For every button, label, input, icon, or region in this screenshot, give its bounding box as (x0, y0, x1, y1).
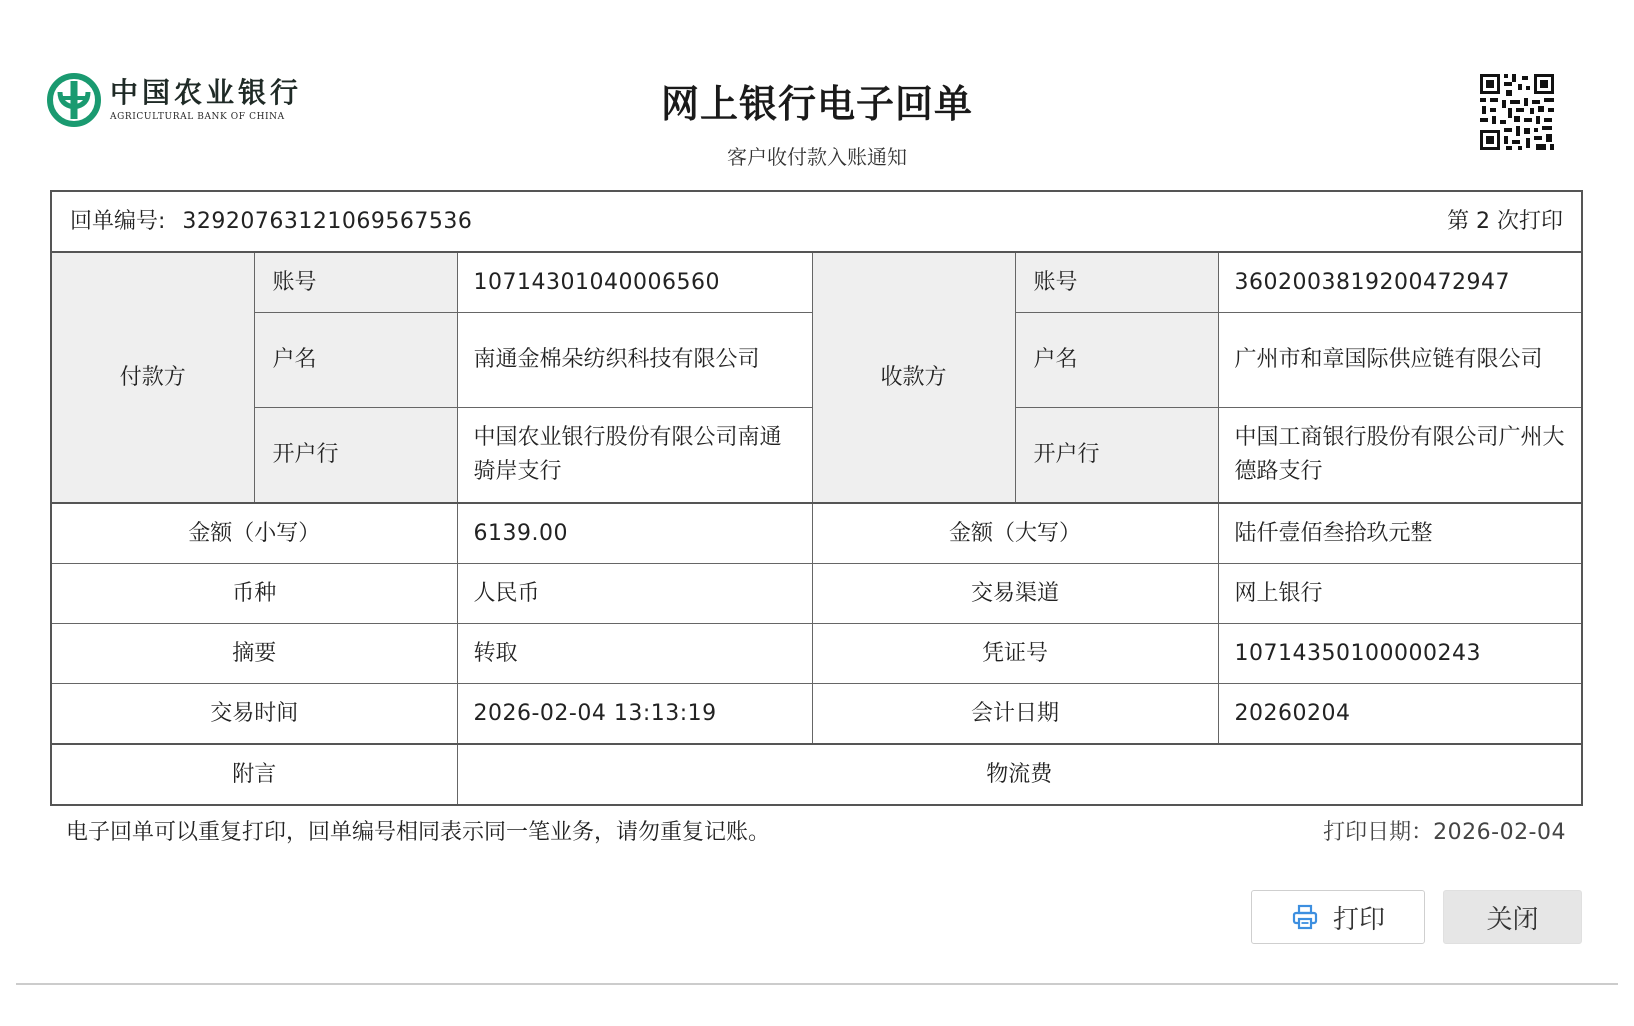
remark-label: 附言 (51, 744, 457, 805)
bottom-divider (16, 983, 1618, 985)
bank-name-cn: 中国农业银行 (110, 76, 303, 109)
close-button[interactable] (1443, 890, 1582, 944)
channel-label: 交易渠道 (812, 564, 1218, 624)
currency-value: 人民币 (457, 564, 812, 624)
amount-upper-value: 陆仟壹佰叁拾玖元整 (1218, 503, 1582, 564)
payer-bank-label: 开户行 (254, 408, 457, 504)
print-button[interactable] (1251, 890, 1425, 944)
voucher-label: 凭证号 (812, 624, 1218, 684)
accounting-date-value: 20260204 (1218, 684, 1582, 745)
voucher-value: 10714350100000243 (1218, 624, 1582, 684)
page-title: 网上银行电子回单 (660, 82, 973, 126)
table-row (51, 252, 1582, 313)
print-date (1323, 818, 1566, 848)
payee-account-value: 3602003819200472947 (1218, 252, 1582, 313)
payer-account-label: 账号 (254, 252, 457, 313)
amount-lower-value: 6139.00 (457, 503, 812, 564)
page-subtitle: 客户收付款入账通知 (727, 145, 907, 169)
table-row (51, 564, 1582, 624)
amount-lower-label: 金额（小写） (51, 503, 457, 564)
table-row (51, 503, 1582, 564)
payee-name-label: 户名 (1015, 313, 1218, 408)
payee-bank-label: 开户行 (1015, 408, 1218, 504)
payer-group-label: 付款方 (51, 252, 254, 503)
receipt-header-cell (51, 191, 1582, 252)
summary-label: 摘要 (51, 624, 457, 684)
footer-note: 电子回单可以重复打印，回单编号相同表示同一笔业务，请勿重复记账。 (66, 820, 771, 845)
payer-name-value: 南通金棉朵纺织科技有限公司 (457, 313, 812, 408)
trade-time-label: 交易时间 (51, 684, 457, 745)
trade-time-value: 2026-02-04 13:13:19 (457, 684, 812, 745)
summary-value: 转取 (457, 624, 812, 684)
table-row (51, 624, 1582, 684)
print-date-label: 打印日期： (1323, 820, 1434, 845)
printer-icon (1291, 903, 1319, 931)
receipt-number-value: 32920763121069567536 (182, 208, 473, 234)
payer-account-value: 10714301040006560 (457, 252, 812, 313)
payer-name-label: 户名 (254, 313, 457, 408)
payee-bank-value: 中国工商银行股份有限公司广州大德路支行 (1218, 408, 1582, 504)
remark-value: 物流费 (457, 744, 1582, 805)
channel-value: 网上银行 (1218, 564, 1582, 624)
payer-bank-value: 中国农业银行股份有限公司南通骑岸支行 (457, 408, 812, 504)
print-button-label: 打印 (1332, 904, 1385, 935)
bank-name-en: AGRICULTURAL BANK OF CHINA (110, 112, 285, 122)
currency-label: 币种 (51, 564, 457, 624)
receipt-header-row (51, 191, 1582, 252)
receipt-number-label: 回单编号: (70, 208, 166, 234)
print-date-value: 2026-02-04 (1433, 820, 1566, 845)
table-row (51, 744, 1582, 805)
close-button-label: 关闭 (1486, 904, 1539, 935)
print-count: 第 2 次打印 (1447, 208, 1564, 234)
receipt-table (50, 190, 1583, 806)
receipt-number (70, 205, 472, 239)
payee-name-value: 广州市和章国际供应链有限公司 (1218, 313, 1582, 408)
payee-group-label: 收款方 (812, 252, 1015, 503)
table-row (51, 684, 1582, 745)
accounting-date-label: 会计日期 (812, 684, 1218, 745)
amount-upper-label: 金额（大写） (812, 503, 1218, 564)
payee-account-label: 账号 (1015, 252, 1218, 313)
qrcode-icon (1478, 72, 1556, 152)
